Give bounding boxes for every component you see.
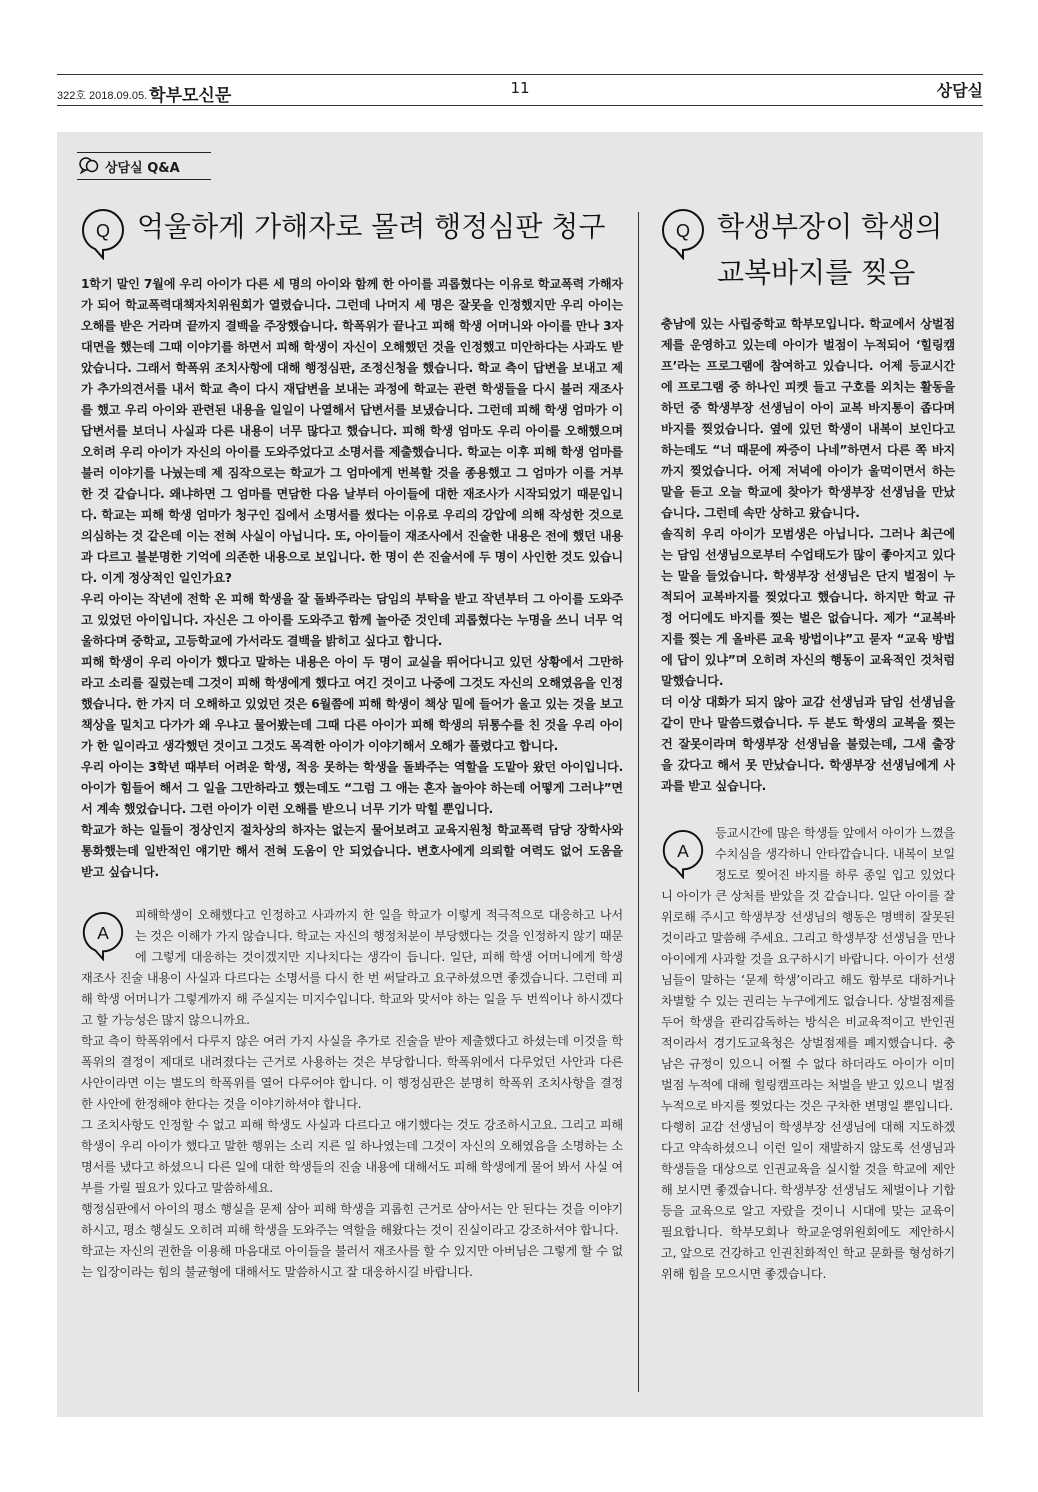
content-panel: [57, 132, 983, 1417]
left-answer-body: [81, 905, 623, 1283]
section-name: 상담실: [936, 81, 983, 100]
right-article-title: [717, 204, 955, 296]
section-label: [77, 152, 211, 180]
section-label-text: 상담실 Q&A: [105, 161, 180, 176]
right-answer: [661, 823, 955, 1285]
right-title-line: 학생부장이 학생의: [717, 210, 943, 243]
left-answer-paragraph: 학교 측이 학폭위에서 다루지 않은 여러 가지 사실을 추가로 진술을 받아 제출했다고 하셨는데 이것을 학폭위의 결정이 제대로 내려졌다는 근거로 사용하는 것은 부당합니다. 학폭위에서 다루었던 사안과 다른 사안이라면 이는 별도의 학폭위를 열어 다루어야 합니다. 이 행정심판은 분명히 학폭위 조치사항을 결정한 사안에 한정해야 한다는 것을 이야기하셔야 합니다.: [81, 1034, 623, 1111]
right-answer-paragraph: 다행히 교감 선생님이 학생부장 선생님에 대해 지도하겠다고 약속하셨으니 이런 일이 재발하지 않도록 선생님과 학생들을 대상으로 인권교육을 실시할 것을 학교에 제안해 보시면 좋겠습니다. 학생부장 선생님도 체벌이나 기합 등을 교육으로 알고 자랐을 것이니 시대에 맞는 교육이 필요합니다. 학부모회나 학교운영위원회에도 제안하시고, 앞으로 건강하고 인권친화적인 학교 문화를 형성하기 위해 힘을 모으시면 좋겠습니다.: [661, 1120, 955, 1281]
right-question-header: [661, 204, 955, 296]
question-badge-letter: Q: [95, 221, 111, 241]
qa-bubble-icon: [79, 156, 99, 174]
right-answer-body: [661, 823, 955, 1285]
paper-name: 학부모신문: [149, 86, 232, 106]
left-question-paragraph: 학교가 하는 일들이 정상인지 절차상의 하자는 없는지 물어보려고 교육지원청 학교폭력 담당 장학사와 통화했는데 일반적인 얘기만 해서 전혀 도움이 안 되었습니다. 변호사에게 의뢰할 여력도 없어 도움을 받고 싶습니다.: [81, 823, 623, 879]
left-answer-paragraph: 행정심판에서 아이의 평소 행실을 문제 삼아 피해 학생을 괴롭힌 근거로 삼아서는 안 된다는 것을 이야기하시고, 평소 행실도 오히려 피해 학생을 도와주는 역할을 해왔다는 것이 진실이라고 강조하셔야 합니다.: [81, 1202, 623, 1237]
answer-badge-icon: [661, 829, 705, 879]
issue-date: 322호 2018.09.05.: [57, 90, 148, 102]
left-answer: [81, 905, 623, 1283]
page-number: 11: [510, 79, 530, 97]
right-question-paragraph: 충남에 있는 사립중학교 학부모입니다. 학교에서 상벌점제를 운영하고 있는데 아이가 벌점이 누적되어 ‘힐링캠프’라는 프로그램에 참여하고 있습니다. 어제 등교시간에 프로그램 중 하나인 피켓 들고 구호를 외치는 활동을 하던 중 학생부장 선생님이 아이 교복 바지통이 좁다며 바지를 찢었습니다. 옆에 있던 학생이 내복이 보인다고 하는데도 “너 때문에 짜증이 나네”하면서 다른 쪽 바지까지 찢었습니다. 어제 저녁에 아이가 울먹이면서 하는 말을 듣고 오늘 학교에 찾아가 학생부장 선생님을 만났습니다. 그런데 속만 상하고 왔습니다.: [661, 317, 955, 520]
left-question-paragraph: 우리 아이는 3학년 때부터 어려운 학생, 적응 못하는 학생을 돌봐주는 역할을 도맡아 왔던 아이입니다. 아이가 힘들어 해서 그 일을 그만하라고 했는데도 “그럼 그 애는 혼자 놀아야 하는데 어떻게 그러냐”면서 계속 했었습니다. 그런 아이가 이런 오해를 받으니 너무 기가 막힐 뿐입니다.: [81, 760, 623, 816]
page-header: [57, 74, 983, 106]
answer-badge-letter: A: [677, 840, 689, 861]
right-question-body: [661, 314, 955, 797]
left-question-paragraph: 1학기 말인 7월에 우리 아이가 다른 세 명의 아이와 함께 한 아이를 괴롭혔다는 이유로 학교폭력 가해자가 되어 학교폭력대책자치위원회가 열렸습니다. 그런데 나머지 세 명은 잘못을 인정했지만 우리 아이는 오해를 받은 거라며 끝까지 결백을 주장했습니다. 학폭위가 끝나고 피해 학생 어머니와 아이를 만나 3자 대면을 했는데 그때 이야기를 하면서 피해 학생이 자신이 오해했던 것을 인정했고 미안하다는 사과도 받았습니다. 그래서 학폭위 조치사항에 대해 행정심판, 조정신청을 했습니다. 학교 측이 답변을 보내고 제가 추가의견서를 내서 학교 측이 다시 재답변을 보내는 과정에 학교는 관련 학생들을 다시 불러 재조사를 했고 우리 아이와 관련된 내용을 일일이 나열해서 답변서를 보냈습니다. 그런데 피해 학생 엄마가 이 답변서를 보더니 사실과 다른 내용이 너무 많다고 했습니다. 피해 학생 엄마도 우리 아이를 오해했으며 오히려 우리 아이가 자신의 아이를 도와주었다고 소명서를 제출했습니다. 학교는 이후 피해 학생 엄마를 불러 이야기를 나눴는데 제 짐작으로는 학교가 그 엄마에게 번복할 것을 종용했고 그 엄마가 이를 거부한 것 같습니다. 왜냐하면 그 엄마를 면담한 다음 날부터 아이들에 대한 재조사가 시작되었기 때문입니다. 학교는 피해 학생 엄마가 청구인 집에서 소명서를 썼다는 이유로 우리의 강압에 의해 작성한 것으로 의심하는 것 같은데 이는 전혀 사실이 아닙니다. 또, 아이들이 재조사에서 진술한 내용은 전에 했던 내용과 다르고 불분명한 기억에 의존한 내용으로 보입니다. 한 명이 쓴 진술서에 두 명이 사인한 것도 있습니다. 이게 정상적인 일인가요?: [81, 277, 623, 585]
right-answer-paragraph: 등교시간에 많은 학생들 앞에서 아이가 느꼈을 수치심을 생각하니 안타깝습니다. 내복이 보일 정도로 찢어진 바지를 하루 종일 입고 있었다니 아이가 큰 상처를 받았을 것 같습니다. 일단 아이를 잘 위로해 주시고 학생부장 선생님의 행동은 명백히 잘못된 것이라고 말씀해 주세요. 그리고 학생부장 선생님을 만나 아이에게 사과할 것을 요구하시기 바랍니다. 아이가 선생님들이 말하는 ‘문제 학생’이라고 해도 함부로 대하거나 차별할 수 있는 권리는 누구에게도 없습니다. 상벌점제를 두어 학생을 관리감독하는 방식은 비교육적이고 반인권적이라서 경기도교육청은 상벌점제를 폐지했습니다. 충남은 규정이 있으니 어쩔 수 없다 하더라도 아이가 이미 벌점 누적에 대해 힐링캠프라는 처벌을 받고 있으니 벌점 누적으로 바지를 찢었다는 것은 구차한 변명일 뿐입니다.: [661, 826, 955, 1113]
left-question-paragraph: 우리 아이는 작년에 전학 온 피해 학생을 잘 돌봐주라는 담임의 부탁을 받고 작년부터 그 아이를 도와주고 있었던 아이입니다. 자신은 그 아이를 도와주고 함께 놀아준 것인데 괴롭혔다는 누명을 쓰니 너무 억울하다며 중학교, 고등학교에 가서라도 결백을 밝히고 싶다고 합니다.: [81, 592, 623, 648]
right-article: [661, 204, 955, 1285]
right-question-paragraph: 더 이상 대화가 되지 않아 교감 선생님과 담임 선생님을 같이 만나 말씀드렸습니다. 두 분도 학생의 교복을 찢는 건 잘못이라며 학생부장 선생님을 불렀는데, 그새 출장을 갔다고 해서 못 만났습니다. 학생부장 선생님에게 사과를 받고 싶습니다.: [661, 695, 955, 793]
left-article-title: 억울하게 가해자로 몰려 행정심판 청구: [137, 210, 606, 243]
left-question-header: [81, 204, 623, 264]
answer-badge-icon: [81, 911, 125, 961]
left-answer-paragraph: 피해학생이 오해했다고 인정하고 사과까지 한 일을 학교가 이렇게 적극적으로 대응하고 나서는 것은 이해가 가지 않습니다. 학교는 자신의 행정처분이 부당했다는 것을 인정하지 않기 때문에 그렇게 대응하는 것이겠지만 지나치다는 생각이 듭니다. 일단, 피해 학생 어머니에게 학생 재조사 진술 내용이 사실과 다르다는 소명서를 다시 한 번 써달라고 요구하셨으면 좋겠습니다. 그런데 피해 학생 어머니가 그렇게까지 해 주실지는 미지수입니다. 학교와 맞서야 하는 일을 두 번씩이나 하시겠다고 할 가능성은 많지 않으니까요.: [81, 908, 623, 1027]
question-badge-letter: Q: [675, 221, 691, 241]
column-divider: [638, 212, 639, 1392]
left-answer-paragraph: 그 조치사항도 인정할 수 없고 피해 학생도 사실과 다르다고 얘기했다는 것도 강조하시고요. 그리고 피해 학생이 우리 아이가 했다고 말한 행위는 소리 지른 일 하나였는데 그것이 자신의 오해였음을 소명하는 소명서를 냈다고 하셨으니 다른 일에 대한 학생들의 진술 내용에 대해서도 피해 학생에게 물어 봐서 사실 여부를 가릴 필요가 있다고 말씀하세요.: [81, 1118, 623, 1195]
question-badge-icon: [661, 208, 705, 260]
left-question-body: [81, 274, 623, 883]
left-answer-paragraph: 학교는 자신의 권한을 이용해 마음대로 아이들을 불러서 재조사를 할 수 있지만 아버님은 그렇게 할 수 없는 입장이라는 힘의 불균형에 대해서도 말씀하시고 잘 대응하시길 바랍니다.: [81, 1244, 623, 1279]
right-title-line: 교복바지를 찢음: [717, 256, 916, 289]
question-badge-icon: [81, 208, 125, 260]
left-article: [81, 204, 623, 1283]
right-question-paragraph: 솔직히 우리 아이가 모범생은 아닙니다. 그러나 최근에는 담임 선생님으로부터 수업태도가 많이 좋아지고 있다는 말을 들었습니다. 학생부장 선생님은 단지 벌점이 누적되어 교복바지를 찢었다고 했습니다. 하지만 학교 규정 어디에도 바지를 찢는 벌은 없습니다. 제가 “교복바지를 찢는 게 올바른 교육 방법이냐”고 묻자 “교육 방법에 답이 있냐”며 오히려 자신의 행동이 교육적인 것처럼 말했습니다.: [661, 527, 955, 688]
left-question-paragraph: 피해 학생이 우리 아이가 했다고 말하는 내용은 아이 두 명이 교실을 뛰어다니고 있던 상황에서 그만하라고 소리를 질렀는데 그것이 피해 학생에게 했다고 여긴 것이고 나중에 그것도 자신의 오해였음을 인정했습니다. 한 가지 더 오해하고 있었던 것은 6월쯤에 피해 학생이 책상 밑에 들어가 울고 있는 것을 보고 책상을 밀치고 다가가 왜 우냐고 물어봤는데 그때 다른 아이가 피해 학생의 뒤통수를 친 것을 우리 아이가 한 일이라고 생각했던 것이고 그것도 목격한 아이가 이야기해서 오해가 풀렸다고 합니다.: [81, 655, 623, 753]
answer-badge-letter: A: [97, 922, 109, 943]
